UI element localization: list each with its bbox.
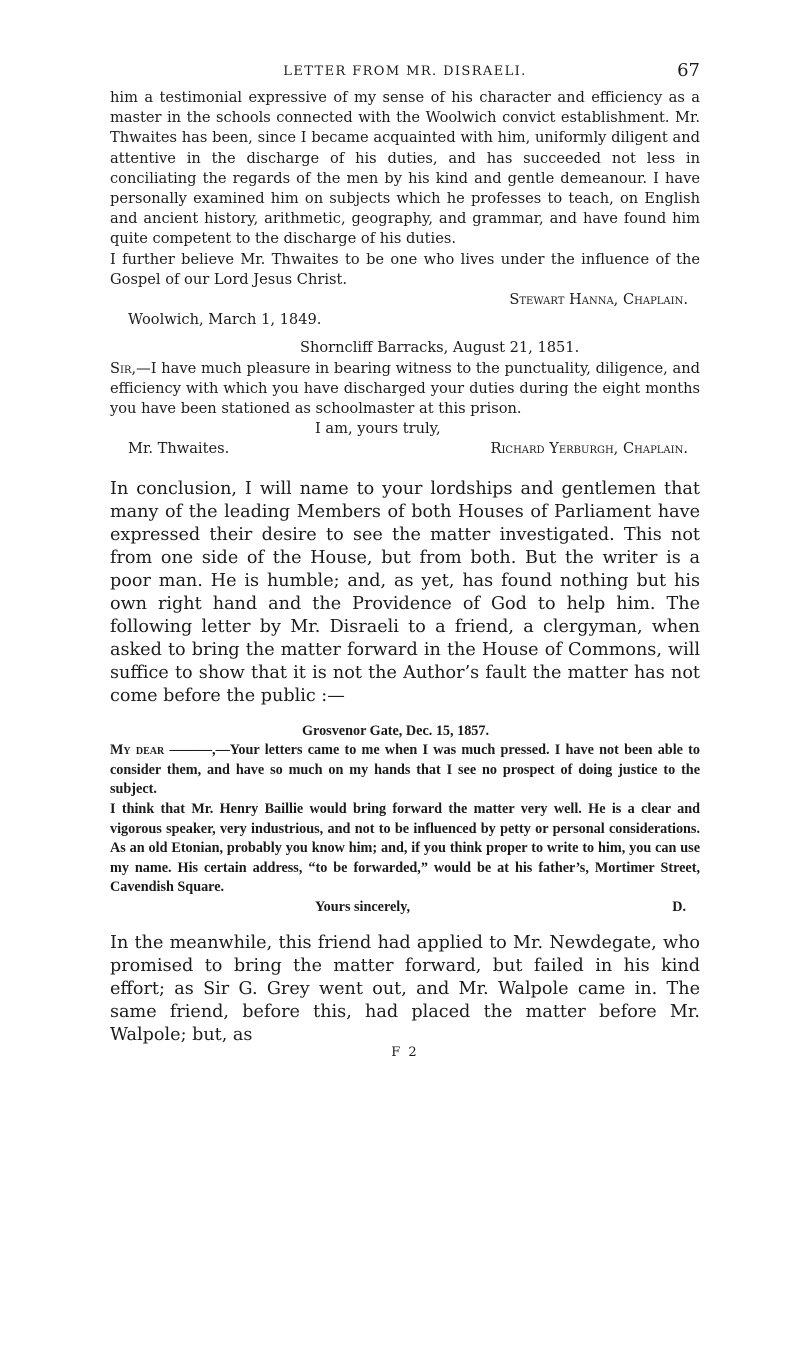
testimonial-letter-1 (110, 88, 700, 330)
letter2-signature: Richard Yerburgh, Chaplain. (490, 440, 688, 458)
letter1-place-date: Woolwich, March 1, 1849. (128, 311, 322, 329)
letter2-salutation: Sir, (110, 359, 137, 377)
letter2-body-text: —I have much pleasure in bearing witness to the punctuality, diligence, and efficiency with which you have discharged your duties during the eight months you have been stationed as schoolmaster at this prison. (110, 359, 700, 418)
disraeli-signoff-row (110, 898, 700, 918)
letter1-paragraph-1: him a testimonial expressive of my sense of his character and efficiency as a master in the schools connected with the Woolwich convict establishment. Mr. Thwaites has been, since I became acquainted with him, uniformly diligent and attentive in the discharge of his duties, and has succeeded not less in conciliating the regards of the men by his kind and gentle demeanour. I have personally examined him on subjects which he professes to teach, on English and ancient history, arithmetic, geography, and grammar, and have found him quite competent to the discharge of his duties. (110, 89, 700, 248)
disraeli-signature: D. (672, 899, 686, 915)
disraeli-dash: ———, (169, 742, 216, 759)
letter1-signature: Stewart Hanna, Chaplain. (509, 291, 688, 309)
letter1-paragraph-2: I further believe Mr. Thwaites to be one who lives under the influence of the Gospel of our Lord Jesus Christ. (110, 250, 700, 288)
letter2-place-date: Shorncliff Barracks, August 21, 1851. (300, 339, 580, 357)
main-paragraph-1: In conclusion, I will name to your lordships and gentlemen that many of the leading Members of both Houses of Parliament have expressed their desire to see the matter investigated. This not from one side of the House, but from both. But the writer is a poor man. He is humble; and, as yet, has found nothing but his own right hand and the Providence of God to help him. The following letter by Mr. Disraeli to a friend, a clergyman, when asked to bring the matter forward in the House of Commons, will suffice to show that it is not the Author’s fault the matter has not come before the public :— (110, 478, 700, 706)
letter2-closing: I am, yours truly, (315, 420, 441, 438)
page-number: 67 (677, 60, 700, 81)
letter2-addressee: Mr. Thwaites. (128, 440, 230, 458)
disraeli-body-2: I think that Mr. Henry Baillie would bring forward the matter very well. He is a clear and vigorous speaker, very industrious, and not to be influenced by petty or personal considerations. As an old Etonian, probably you know him; and, if you think proper to write to him, you can use my name. His certain address, “to be forwarded,” would be at his father’s, Mortimer Street, Cavendish Square. (110, 801, 700, 896)
disraeli-letter (110, 722, 700, 918)
disraeli-place-date: Grosvenor Gate, Dec. 15, 1857. (302, 722, 490, 739)
signature-mark: F 2 (391, 1044, 419, 1060)
main-paragraph-2: In the meanwhile, this friend had applied to Mr. Newdegate, who promised to bring the matter forward, but failed in his kind effort; as Sir G. Grey went out, and Mr. Walpole came in. The same friend, before this, had placed the matter before Mr. Walpole; but, as (110, 932, 700, 1045)
letter2-body (110, 359, 700, 420)
testimonial-letter-2 (110, 338, 700, 459)
disraeli-body-1 (110, 741, 700, 800)
disraeli-closing: Yours sincerely, (315, 899, 411, 915)
page-header (110, 58, 700, 88)
main-text-block-2 (110, 932, 700, 1047)
disraeli-salutation: My dear (110, 742, 165, 759)
book-page (110, 58, 700, 1060)
main-text-block-1 (110, 478, 700, 708)
disraeli-body-1-text: —Your letters came to me when I was much pressed. I have not been able to consider them, and have so much on my hands that I see no prospect of doing justice to the subject. (110, 742, 700, 798)
running-head: LETTER FROM MR. DISRAELI. (283, 64, 527, 79)
letter2-signoff-row (110, 439, 700, 459)
